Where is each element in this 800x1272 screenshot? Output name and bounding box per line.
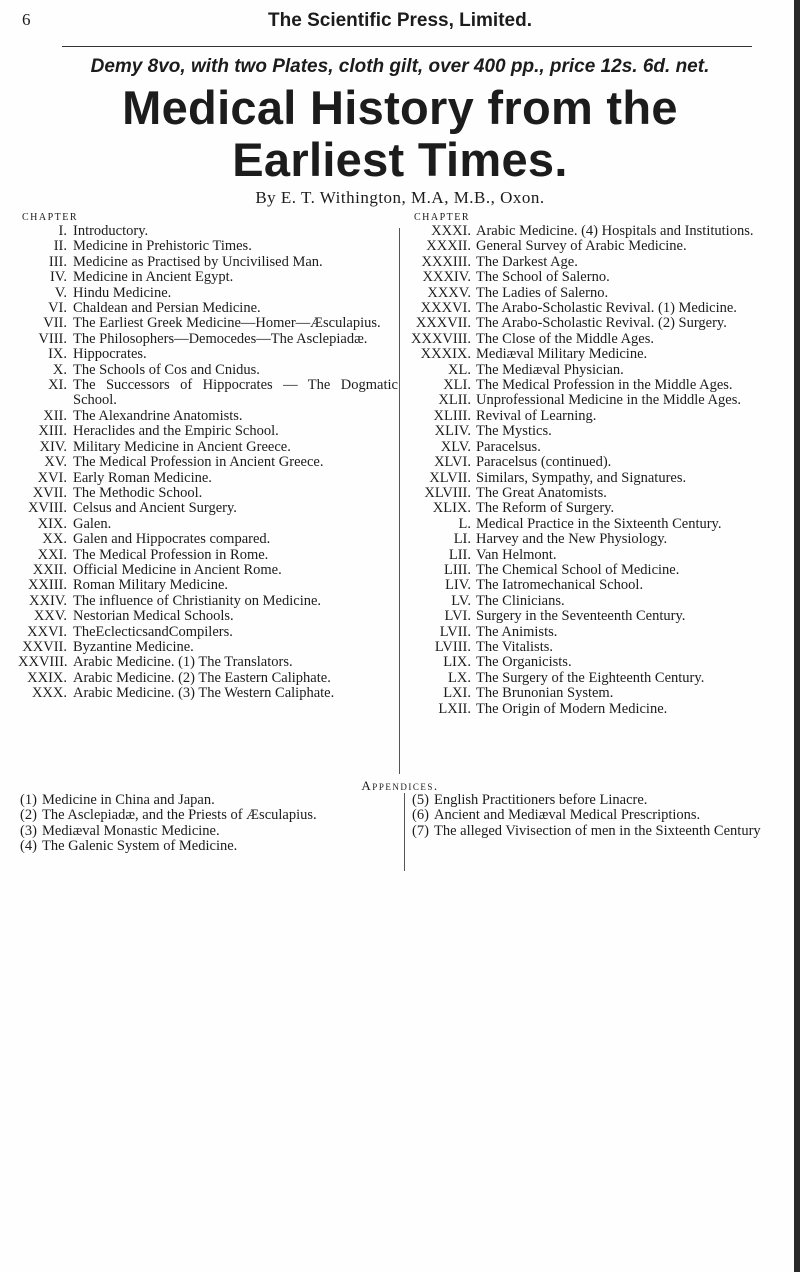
chapter-entry-title: Harvey and the New Physiology.: [476, 531, 668, 548]
chapter-entry-number: XXIX.: [27, 669, 67, 686]
chapter-entry-number: LVII.: [439, 623, 471, 640]
chapter-entry: [408, 655, 778, 670]
running-head: [0, 10, 800, 36]
chapter-entry-title: Galen and Hippocrates compared.: [73, 531, 271, 548]
chapter-entry-number: XLVII.: [429, 469, 471, 486]
chapter-entry-number: XVII.: [32, 484, 67, 501]
chapter-entry: [18, 286, 398, 301]
chapter-entry: [408, 440, 778, 455]
chapter-entry-number: L.: [458, 515, 471, 532]
chapter-entry-number: XIII.: [38, 423, 67, 440]
appendix-entry-title: The Asclepiadæ, and the Priests of Æsculapius.: [42, 807, 317, 824]
chapter-entry: [18, 455, 398, 470]
chapter-entry-title: The Vitalists.: [476, 638, 553, 655]
appendices-heading: Appendices.: [361, 778, 439, 793]
appendix-entry-number: (5): [412, 792, 429, 808]
chapter-entry-title: The Brunonian System.: [476, 685, 614, 702]
chapter-entry-title: The Animists.: [476, 623, 558, 640]
chapter-entry-title: Paracelsus.: [476, 438, 541, 455]
chapter-entry-title: The Close of the Middle Ages.: [476, 330, 655, 347]
chapter-entry-title: Hippocrates.: [73, 346, 147, 363]
chapter-entry-title: Medicine in Ancient Egypt.: [73, 269, 234, 286]
chapter-entry: [18, 301, 398, 316]
chapter-entry: [18, 363, 398, 378]
chapter-entry-number: XXVI.: [27, 623, 67, 640]
chapter-entry-number: XXXV.: [427, 284, 471, 301]
chapter-entry-title: Arabic Medicine. (4) Hospitals and Institutions.: [476, 223, 754, 239]
appendix-entry-title: Mediæval Monastic Medicine.: [42, 822, 220, 839]
appendix-entry: [412, 808, 778, 823]
chapter-entry-number: LIII.: [444, 561, 471, 578]
chapter-entry: [408, 501, 778, 516]
chapter-entry-title: The School of Salerno.: [476, 269, 610, 286]
chapter-entry-number: LI.: [453, 531, 471, 548]
chapter-entry-number: VIII.: [38, 330, 67, 347]
chapter-entry-title: The Philosophers—Democedes—The Asclepiadæ.: [73, 330, 368, 347]
chapter-entry: [18, 655, 398, 670]
chapter-entry: [408, 609, 778, 624]
chapter-entry-number: XXXIX.: [420, 346, 471, 363]
chapter-entry-number: XXXI.: [431, 223, 471, 239]
chapter-entry-number: XXIV.: [29, 592, 67, 609]
chapter-entry-title: The Schools of Cos and Cnidus.: [73, 361, 260, 378]
chapter-entry: [408, 270, 778, 285]
chapter-entry-title: TheEclecticsandCompilers.: [73, 623, 233, 640]
chapter-entry: [408, 424, 778, 439]
chapter-entry-title: The Reform of Surgery.: [476, 500, 615, 517]
chapter-heading-left: CHAPTER: [22, 212, 79, 223]
appendix-entry-title: The Galenic System of Medicine.: [42, 838, 238, 855]
chapter-entry-title: The Alexandrine Anatomists.: [73, 407, 243, 424]
chapter-entry-number: XLIV.: [434, 423, 471, 440]
chapter-entry-title: The Medical Profession in the Middle Ages.: [476, 377, 733, 394]
chapter-entry: [18, 532, 398, 547]
chapter-entry-title: Van Helmont.: [476, 546, 557, 563]
chapter-entry: [18, 594, 398, 609]
chapter-entry: [18, 239, 398, 254]
chapter-entry-title: The influence of Christianity on Medicine.: [73, 592, 322, 609]
appendix-entry-number: (2): [20, 807, 37, 824]
chapter-entry-number: XXIII.: [27, 577, 67, 594]
chapter-entry-number: LIX.: [443, 654, 471, 671]
chapter-entry: [408, 671, 778, 686]
chapter-entry-number: II.: [53, 238, 67, 255]
chapter-entry: [408, 578, 778, 593]
chapter-entry: [18, 548, 398, 563]
chapter-entry: [18, 378, 398, 409]
appendix-entry-number: (6): [412, 807, 429, 824]
chapter-entry-title: The Successors of Hippocrates — The Dogmatic School.: [73, 377, 398, 409]
chapter-entry-number: XIV.: [39, 438, 67, 455]
chapter-entry-title: Nestorian Medical Schools.: [73, 608, 234, 625]
chapter-entry-title: The Ladies of Salerno.: [476, 284, 609, 301]
chapter-entry-number: XIX.: [37, 515, 67, 532]
chapter-entry: [408, 486, 778, 501]
page-edge: [794, 0, 800, 1272]
chapter-entry: [18, 255, 398, 270]
chapter-entry-title: The Origin of Modern Medicine.: [476, 700, 668, 717]
chapter-entry: [18, 671, 398, 686]
chapter-entry: [18, 501, 398, 516]
chapter-entry: [408, 409, 778, 424]
header-rule: [62, 46, 752, 47]
chapter-entry-title: The Mystics.: [476, 423, 552, 440]
chapter-entry-title: Arabic Medicine. (2) The Eastern Caliphate.: [73, 669, 331, 686]
chapter-entry-number: LVIII.: [434, 638, 471, 655]
chapter-entry: [18, 578, 398, 593]
appendix-entry-number: (7): [412, 822, 429, 839]
chapter-entry-number: XVIII.: [27, 500, 67, 517]
chapter-entry-number: XLIII.: [433, 407, 471, 424]
chapter-entry-number: LII.: [448, 546, 471, 563]
chapter-entry-number: LXII.: [438, 700, 471, 717]
chapter-entry: [408, 332, 778, 347]
author-byline: By E. T. Withington, M.A, M.B., Oxon.: [255, 188, 545, 207]
chapter-entry: [408, 517, 778, 532]
chapter-entry-title: The Medical Profession in Rome.: [73, 546, 269, 563]
chapter-entry: [408, 316, 778, 331]
appendix-entry: [20, 839, 392, 854]
chapter-entry: [408, 347, 778, 362]
chapter-entry-number: XXXVI.: [420, 300, 471, 317]
chapter-entry: [408, 224, 778, 239]
page-number: 6: [22, 10, 31, 29]
chapter-entry: [18, 224, 398, 239]
chapter-entry: [408, 286, 778, 301]
appendix-entry: [20, 808, 392, 823]
contents-left-column: [18, 212, 398, 702]
chapter-entry-title: Chaldean and Persian Medicine.: [73, 300, 261, 317]
chapter-entry-title: The Earliest Greek Medicine—Homer—Æsculapius.: [73, 315, 381, 332]
chapter-entry-title: The Darkest Age.: [476, 253, 578, 270]
chapter-entry: [408, 455, 778, 470]
chapter-entry: [18, 609, 398, 624]
appendix-entry: [412, 793, 778, 808]
chapter-entry-number: XX.: [42, 531, 67, 548]
chapter-entry: [18, 486, 398, 501]
chapter-entry: [408, 686, 778, 701]
chapter-entry-number: LX.: [448, 669, 471, 686]
chapter-entry: [18, 563, 398, 578]
chapter-entry-title: The Chemical School of Medicine.: [476, 561, 680, 578]
chapter-entry-number: III.: [48, 253, 67, 270]
chapter-entry-number: XXXVII.: [415, 315, 471, 332]
chapter-entry-title: The Great Anatomists.: [476, 484, 607, 501]
chapter-entry-number: VI.: [48, 300, 67, 317]
chapter-entry: [18, 270, 398, 285]
chapter-entry: [408, 378, 778, 393]
publisher-name: The Scientific Press, Limited.: [268, 10, 532, 31]
appendix-entry-title: English Practitioners before Linacre.: [434, 792, 648, 808]
chapter-entry-number: I.: [58, 223, 67, 239]
chapter-entry-title: The Mediæval Physician.: [476, 361, 624, 378]
chapter-list-left: [18, 224, 398, 702]
chapter-entry-number: VII.: [43, 315, 67, 332]
chapter-entry-number: XLVIII.: [424, 484, 471, 501]
chapter-entry-title: Paracelsus (continued).: [476, 454, 612, 471]
appendices-right-column: [412, 793, 778, 839]
chapter-entry-number: XII.: [43, 407, 67, 424]
chapter-entry: [408, 702, 778, 717]
chapter-entry: [18, 686, 398, 701]
chapter-entry-title: The Surgery of the Eighteenth Century.: [476, 669, 705, 686]
book-title-line-2: Earliest Times.: [232, 133, 568, 186]
chapter-entry: [18, 347, 398, 362]
edition-details: Demy 8vo, with two Plates, cloth gilt, over 400 pp., price 12s. 6d. net.: [90, 56, 710, 77]
chapter-entry-title: Arabic Medicine. (3) The Western Caliphate.: [73, 685, 335, 702]
chapter-entry: [408, 255, 778, 270]
chapter-entry-title: Early Roman Medicine.: [73, 469, 212, 486]
appendix-entry: [20, 824, 392, 839]
appendix-entry: [412, 824, 778, 839]
chapter-entry: [18, 517, 398, 532]
chapter-entry-title: Byzantine Medicine.: [73, 638, 194, 655]
chapter-entry-title: Medical Practice in the Sixteenth Century.: [476, 515, 722, 532]
appendix-entry-number: (3): [20, 822, 37, 839]
chapter-entry-number: XXXIII.: [421, 253, 471, 270]
chapter-entry-number: IV.: [49, 269, 67, 286]
chapter-entry-number: LVI.: [444, 608, 471, 625]
chapter-entry: [18, 471, 398, 486]
appendices-divider: [404, 793, 405, 871]
chapter-entry-title: Galen.: [73, 515, 112, 532]
chapter-entry: [408, 640, 778, 655]
chapter-entry-number: X.: [52, 361, 67, 378]
chapter-entry-number: XXVII.: [22, 638, 67, 655]
chapter-entry-title: Arabic Medicine. (1) The Translators.: [73, 654, 293, 671]
chapter-entry-number: LV.: [451, 592, 471, 609]
chapter-entry: [18, 424, 398, 439]
book-title-line-1: Medical History from the: [122, 81, 678, 134]
chapter-entry: [18, 316, 398, 331]
chapter-entry-number: LXI.: [443, 685, 471, 702]
chapter-entry-title: Heraclides and the Empiric School.: [73, 423, 279, 440]
chapter-entry-number: XI.: [48, 377, 67, 394]
appendix-entry-title: Medicine in China and Japan.: [42, 792, 215, 808]
chapter-entry-title: General Survey of Arabic Medicine.: [476, 238, 687, 255]
chapter-entry: [18, 409, 398, 424]
chapter-entry-number: XXVIII.: [18, 654, 68, 671]
chapter-entry-title: Medicine in Prehistoric Times.: [73, 238, 252, 255]
chapter-entry: [18, 640, 398, 655]
chapter-entry-title: Roman Military Medicine.: [73, 577, 229, 594]
chapter-entry-title: The Arabo-Scholastic Revival. (2) Surgery.: [476, 315, 727, 332]
appendix-entry: [20, 793, 392, 808]
chapter-entry-number: XLV.: [440, 438, 471, 455]
chapter-list-right: [408, 224, 778, 717]
chapter-entry-title: Hindu Medicine.: [73, 284, 172, 301]
appendix-entry-title: The alleged Vivisection of men in the Sixteenth Century: [434, 822, 761, 839]
chapter-entry-title: Revival of Learning.: [476, 407, 597, 424]
chapter-entry-number: XVI.: [37, 469, 67, 486]
chapter-entry: [18, 440, 398, 455]
chapter-entry-title: Official Medicine in Ancient Rome.: [73, 561, 282, 578]
chapter-entry: [408, 563, 778, 578]
appendix-entry-number: (1): [20, 792, 37, 808]
chapter-entry-number: XLIX.: [432, 500, 471, 517]
column-divider: [399, 228, 400, 774]
chapter-entry-number: XV.: [44, 454, 67, 471]
chapter-entry-number: XXXVIII.: [411, 330, 471, 347]
chapter-entry: [408, 363, 778, 378]
chapter-entry: [18, 332, 398, 347]
chapter-entry-number: XLI.: [443, 377, 471, 394]
chapter-entry: [408, 548, 778, 563]
chapter-entry-title: Celsus and Ancient Surgery.: [73, 500, 237, 517]
chapter-entry: [18, 625, 398, 640]
chapter-entry-number: V.: [54, 284, 67, 301]
chapter-entry-title: Military Medicine in Ancient Greece.: [73, 438, 291, 455]
chapter-entry-number: IX.: [48, 346, 67, 363]
chapter-entry-number: XXXII.: [426, 238, 471, 255]
chapter-entry-title: The Iatromechanical School.: [476, 577, 644, 594]
chapter-entry-title: Mediæval Military Medicine.: [476, 346, 648, 363]
chapter-entry-number: XXXIV.: [422, 269, 471, 286]
chapter-entry-number: XLII.: [438, 392, 471, 409]
chapter-entry-title: The Arabo-Scholastic Revival. (1) Medicine.: [476, 300, 737, 317]
chapter-entry-title: Unprofessional Medicine in the Middle Ages.: [476, 392, 741, 409]
appendix-entry-number: (4): [20, 838, 37, 855]
chapter-entry: [408, 393, 778, 408]
chapter-entry-title: Similars, Sympathy, and Signatures.: [476, 469, 687, 486]
chapter-entry-number: XLVI.: [434, 454, 471, 471]
chapter-entry-title: The Medical Profession in Ancient Greece.: [73, 454, 324, 471]
chapter-entry-title: The Organicists.: [476, 654, 572, 671]
chapter-entry-title: Introductory.: [73, 223, 149, 239]
chapter-heading-right: CHAPTER: [414, 212, 471, 223]
chapter-entry-title: The Methodic School.: [73, 484, 203, 501]
appendix-entry-title: Ancient and Mediæval Medical Prescriptions.: [434, 807, 701, 824]
chapter-entry-number: LIV.: [445, 577, 471, 594]
chapter-entry: [408, 471, 778, 486]
chapter-entry-number: XXX.: [31, 685, 67, 702]
chapter-entry-number: XXI.: [37, 546, 67, 563]
chapter-entry-title: Surgery in the Seventeenth Century.: [476, 608, 686, 625]
chapter-entry: [408, 239, 778, 254]
chapter-entry-title: The Clinicians.: [476, 592, 565, 609]
chapter-entry: [408, 625, 778, 640]
chapter-entry: [408, 594, 778, 609]
appendices-left-column: [20, 793, 392, 855]
chapter-entry: [408, 301, 778, 316]
contents-right-column: [408, 212, 778, 717]
chapter-entry-number: XL.: [448, 361, 471, 378]
chapter-entry-title: Medicine as Practised by Uncivilised Man.: [73, 253, 323, 270]
chapter-entry-number: XXV.: [33, 608, 67, 625]
chapter-entry-number: XXII.: [32, 561, 67, 578]
chapter-entry: [408, 532, 778, 547]
